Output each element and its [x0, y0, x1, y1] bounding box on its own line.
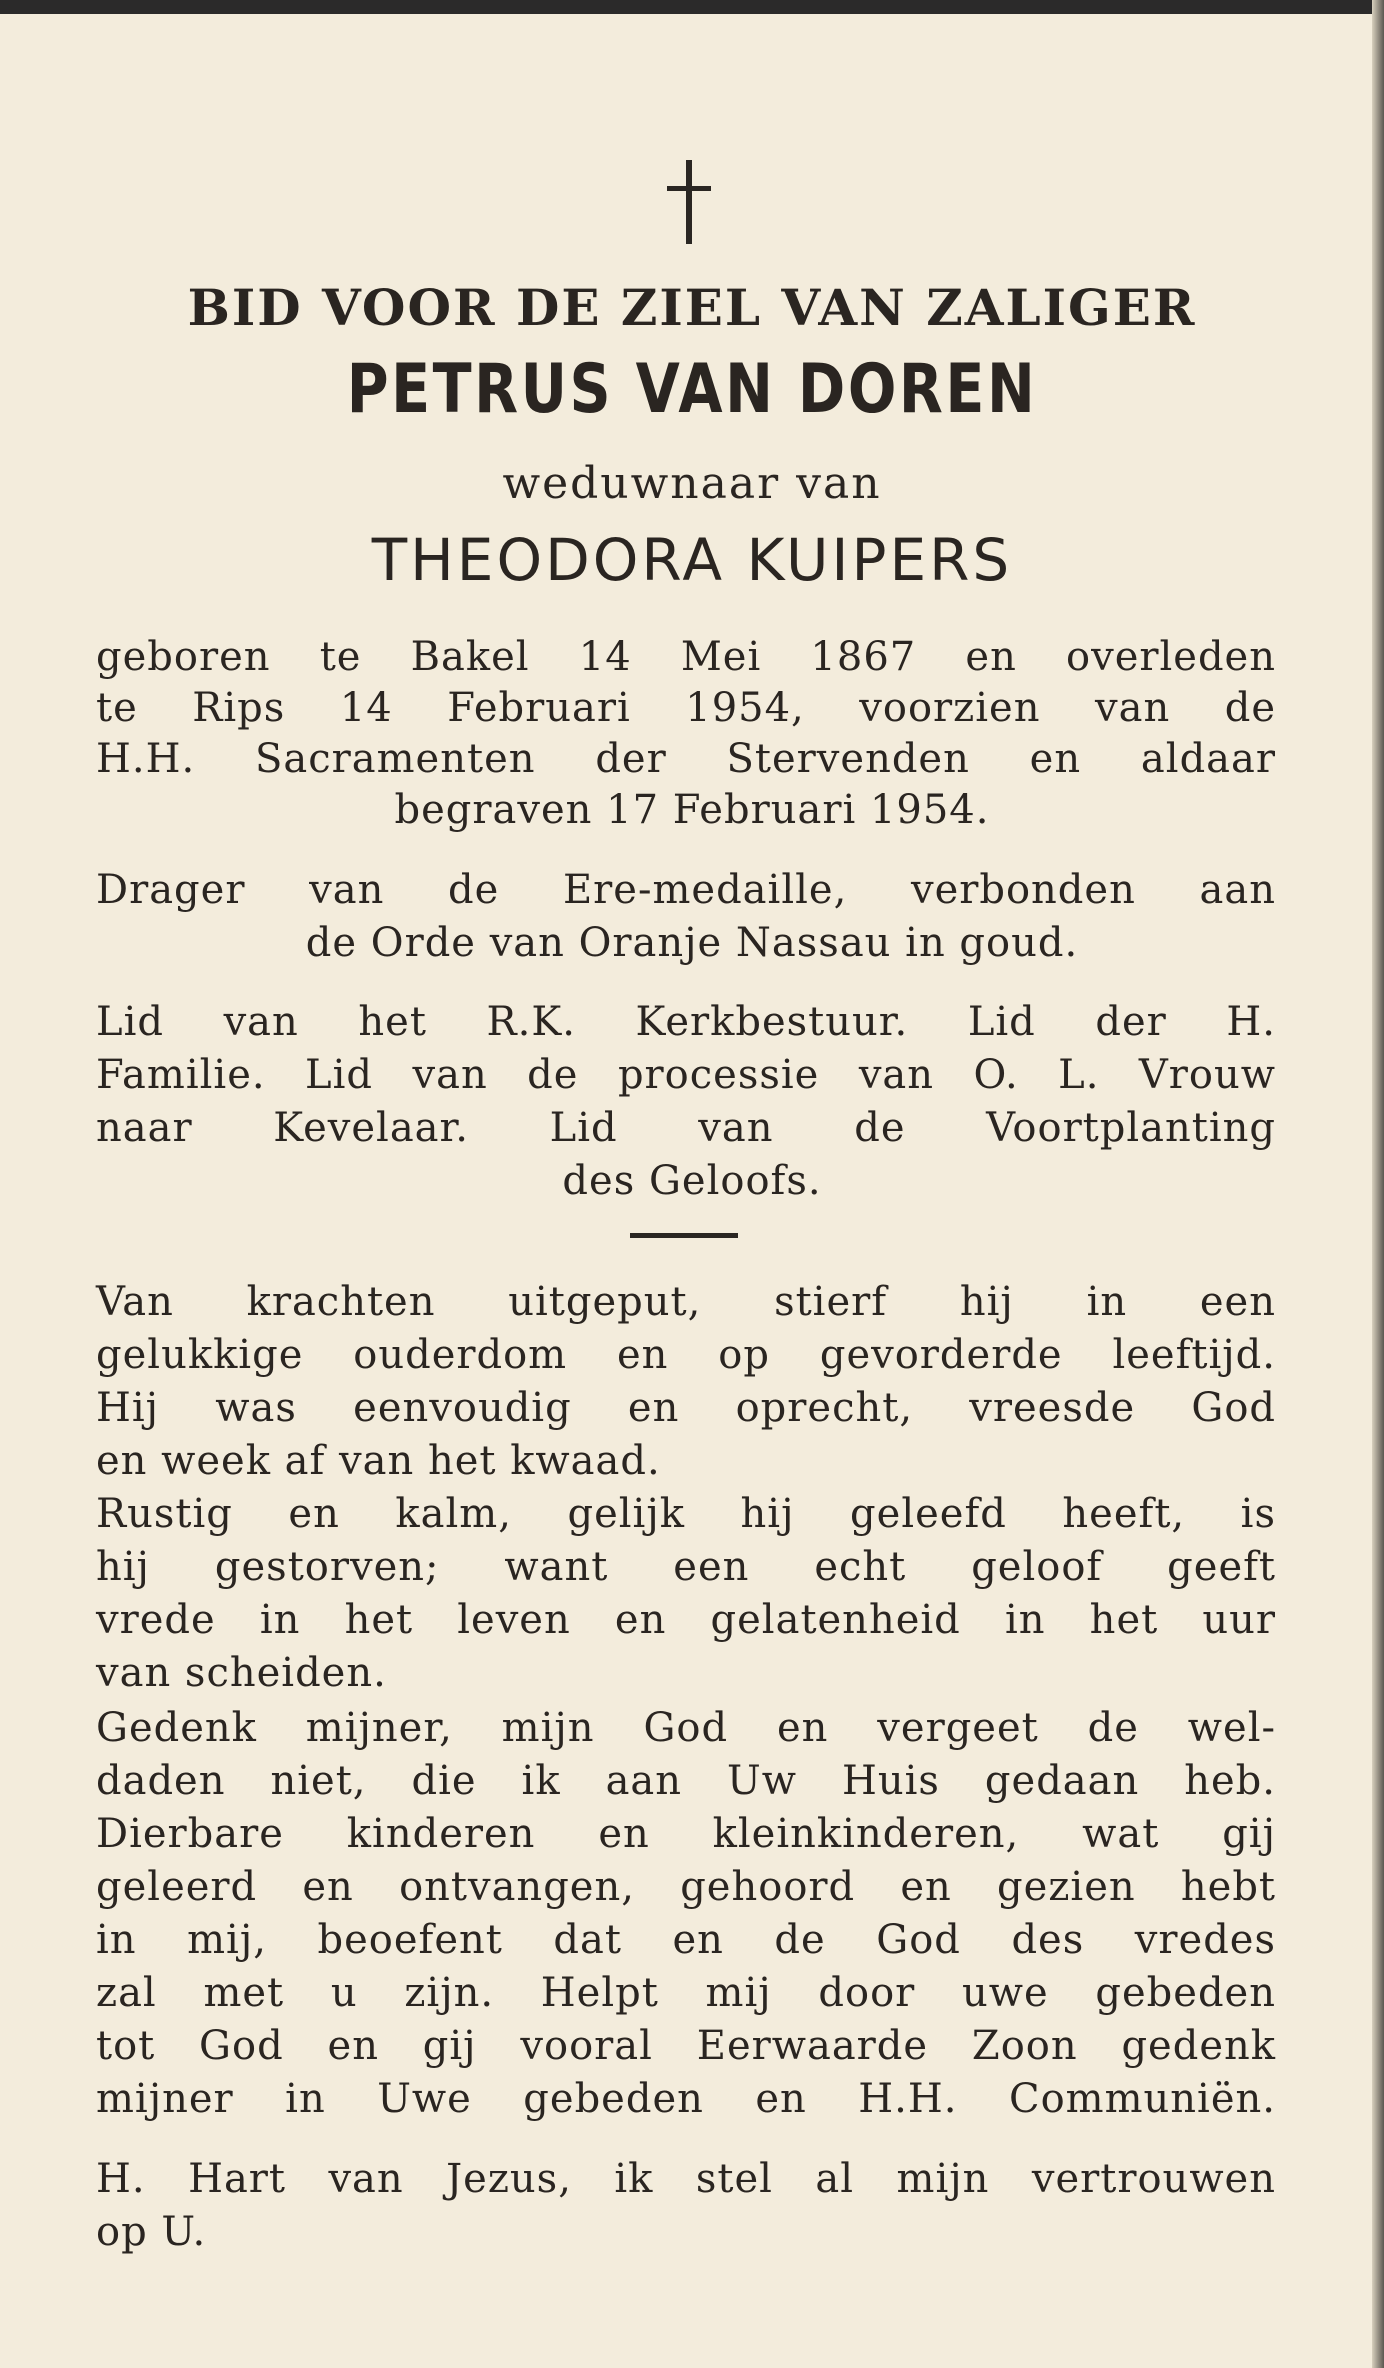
- text-line: geleerd en ontvangen, gehoord en gezien hebt: [96, 1864, 1276, 1910]
- text-line: hij gestorven; want een echt geloof geeft: [96, 1544, 1276, 1590]
- membership-line: Familie. Lid van de processie van O. L. Vrouw: [96, 1052, 1276, 1098]
- text-line: Van krachten uitgeput, stierf hij in een: [96, 1279, 1276, 1325]
- prayer-heading: BID VOOR DE ZIEL VAN ZALIGER: [187, 278, 1197, 337]
- bio-line: te Rips 14 Februari 1954, voorzien van de: [96, 685, 1276, 731]
- bio-line: begraven 17 Februari 1954.: [394, 787, 990, 833]
- text-line: Dierbare kinderen en kleinkinderen, wat gij: [96, 1811, 1276, 1857]
- text-line: op U.: [96, 2209, 207, 2255]
- text-line: Hij was eenvoudig en oprecht, vreesde God: [96, 1385, 1276, 1431]
- top-edge-border: [0, 0, 1384, 14]
- relation-text: weduwnaar van: [502, 458, 882, 509]
- text-line: H. Hart van Jezus, ik stel al mijn vertrouwen: [96, 2156, 1276, 2202]
- text-line: Gedenk mijner, mijn God en vergeet de wel-: [96, 1705, 1276, 1751]
- text-line: vrede in het leven en gelatenheid in het uur: [96, 1597, 1276, 1643]
- text-line: gelukkige ouderdom en op gevorderde leeftijd.: [96, 1332, 1276, 1378]
- text-line: van scheiden.: [96, 1650, 387, 1696]
- section-divider: [630, 1233, 738, 1238]
- text-line: mijner in Uwe gebeden en H.H. Communiën.: [96, 2076, 1276, 2122]
- deceased-name: PETRUS VAN DOREN: [346, 350, 1038, 429]
- membership-line: naar Kevelaar. Lid van de Voortplanting: [96, 1105, 1276, 1151]
- membership-line: Lid van het R.K. Kerkbestuur. Lid der H.: [96, 999, 1276, 1045]
- text-line: Rustig en kalm, gelijk hij geleefd heeft, is: [96, 1491, 1276, 1537]
- text-line: tot God en gij vooral Eerwaarde Zoon gedenk: [96, 2023, 1276, 2069]
- text-line: daden niet, die ik aan Uw Huis gedaan heb.: [96, 1758, 1276, 1804]
- membership-line: des Geloofs.: [562, 1158, 822, 1204]
- honors-line: Drager van de Ere-medaille, verbonden aan: [96, 867, 1276, 913]
- text-line: en week af van het kwaad.: [96, 1438, 661, 1484]
- cross-icon: [667, 160, 711, 244]
- bio-line: geboren te Bakel 14 Mei 1867 en overleden: [96, 634, 1276, 680]
- spouse-name: THEODORA KUIPERS: [371, 526, 1013, 594]
- text-line: zal met u zijn. Helpt mij door uwe gebeden: [96, 1970, 1276, 2016]
- bio-line: H.H. Sacramenten der Stervenden en aldaar: [96, 736, 1276, 782]
- honors-line: de Orde van Oranje Nassau in goud.: [305, 920, 1079, 966]
- text-line: in mij, beoefent dat en de God des vredes: [96, 1917, 1276, 1963]
